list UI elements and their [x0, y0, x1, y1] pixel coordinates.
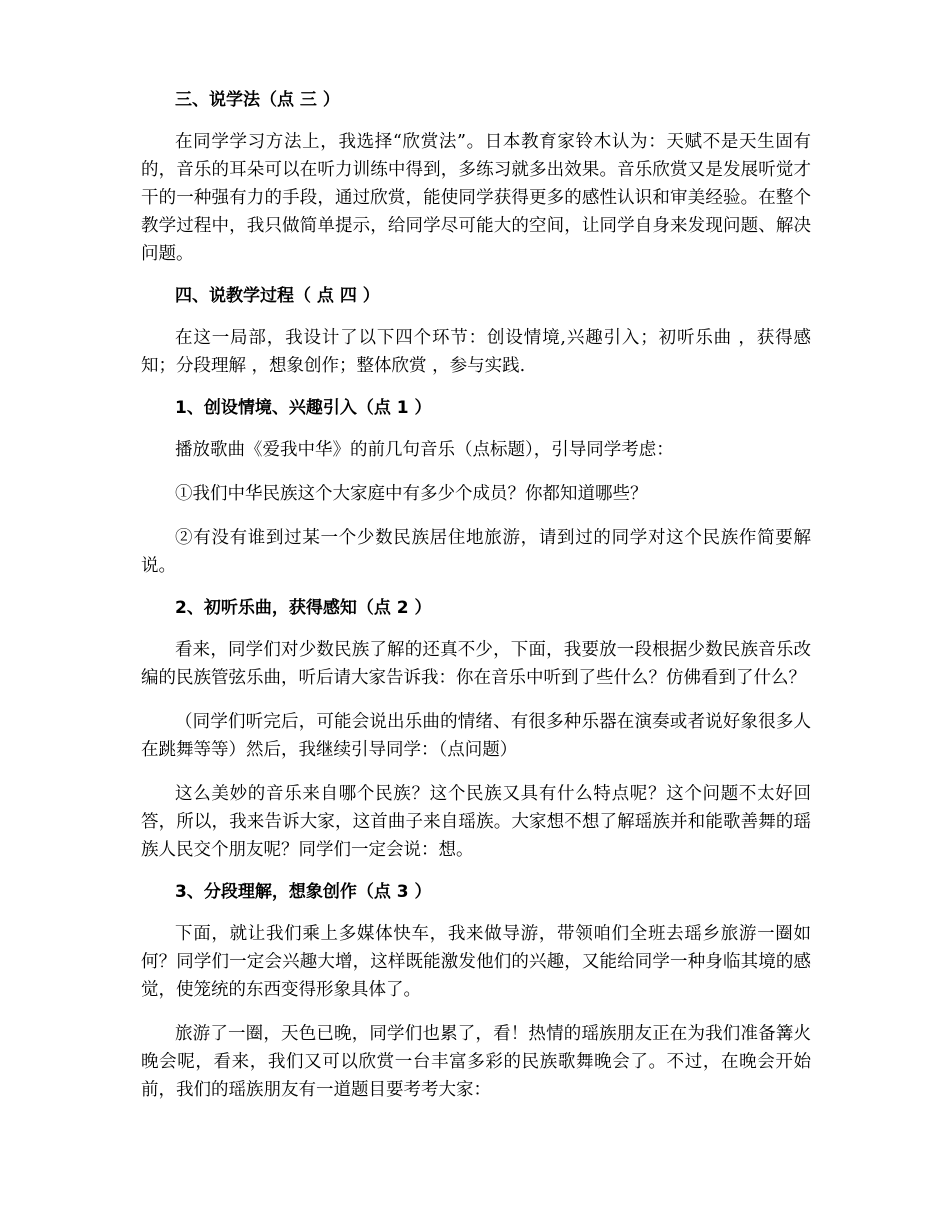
step-1-question-2: ②有没有谁到过某一个少数民族居住地旅游，请到过的同学对这个民族作简要解说。 [141, 528, 811, 576]
step-3-heading: 3、分段理解，想象创作（点 3 ） [175, 882, 432, 902]
section-3-paragraph: 在同学学习方法上，我选择“欣赏法”。日本教育家铃木认为：天赋不是天生固有的，音乐的耳朵可以在听力训练中得到，多练习就多出效果。音乐欣赏又是发展听觉才干的一种强有力的手段，通过欣赏，能使同学获得更多的感性认识和审美经验。在整个教学过程中，我只做简单提示，给同学尽可能大的空间，让同学自身来发现问题、解决问题。 [141, 132, 811, 264]
document-page [141, 88, 811, 1120]
section-4-paragraph: 在这一局部，我设计了以下四个环节：创设情境,兴趣引入；初听乐曲 ，获得感知；分段理解 ，想象创作；整体欣赏 ，参与实践. [141, 328, 811, 376]
step-1-heading: 1、创设情境、兴趣引入（点 1 ） [175, 398, 432, 418]
step-3-paragraph-2: 旅游了一圈，天色已晚，同学们也累了，看！热情的瑶族朋友正在为我们准备篝火晚会呢，看来，我们又可以欣赏一台丰富多彩的民族歌舞晚会了。不过，在晚会开始前，我们的瑶族朋友有一道题目要考考大家： [141, 1024, 811, 1100]
section-heading-4: 四、说教学过程（ 点 四 ） [175, 286, 380, 306]
section-heading-3: 三、说学法（点 三 ） [175, 90, 340, 110]
step-3-paragraph-1: 下面，就让我们乘上多媒体快车，我来做导游，带领咱们全班去瑶乡旅游一圈如何？同学们一定会兴趣大增，这样既能激发他们的兴趣，又能给同学一种身临其境的感觉，使笼统的东西变得形象具体了。 [141, 924, 811, 1000]
step-2-paragraph-3: 这么美妙的音乐来自哪个民族？这个民族又具有什么特点呢？这个问题不太好回答，所以，我来告诉大家，这首曲子来自瑶族。大家想不想了解瑶族并和能歌善舞的瑶族人民交个朋友呢？同学们一定会说：想。 [141, 784, 811, 860]
step-2-heading: 2、初听乐曲，获得感知（点 2 ） [175, 598, 432, 618]
step-2-paragraph-1: 看来，同学们对少数民族了解的还真不少，下面，我要放一段根据少数民族音乐改编的民族管弦乐曲，听后请大家告诉我：你在音乐中听到了些什么？仿佛看到了什么？ [141, 640, 811, 688]
step-1-paragraph-1: 播放歌曲《爱我中华》的前几句音乐（点标题），引导同学考虑： [175, 440, 674, 460]
step-1-question-1: ①我们中华民族这个大家庭中有多少个成员？你都知道哪些？ [175, 484, 648, 504]
step-2-paragraph-2: （同学们听完后，可能会说出乐曲的情绪、有很多种乐器在演奏或者说好象很多人在跳舞等等）然后，我继续引导同学：（点问题） [141, 712, 811, 760]
